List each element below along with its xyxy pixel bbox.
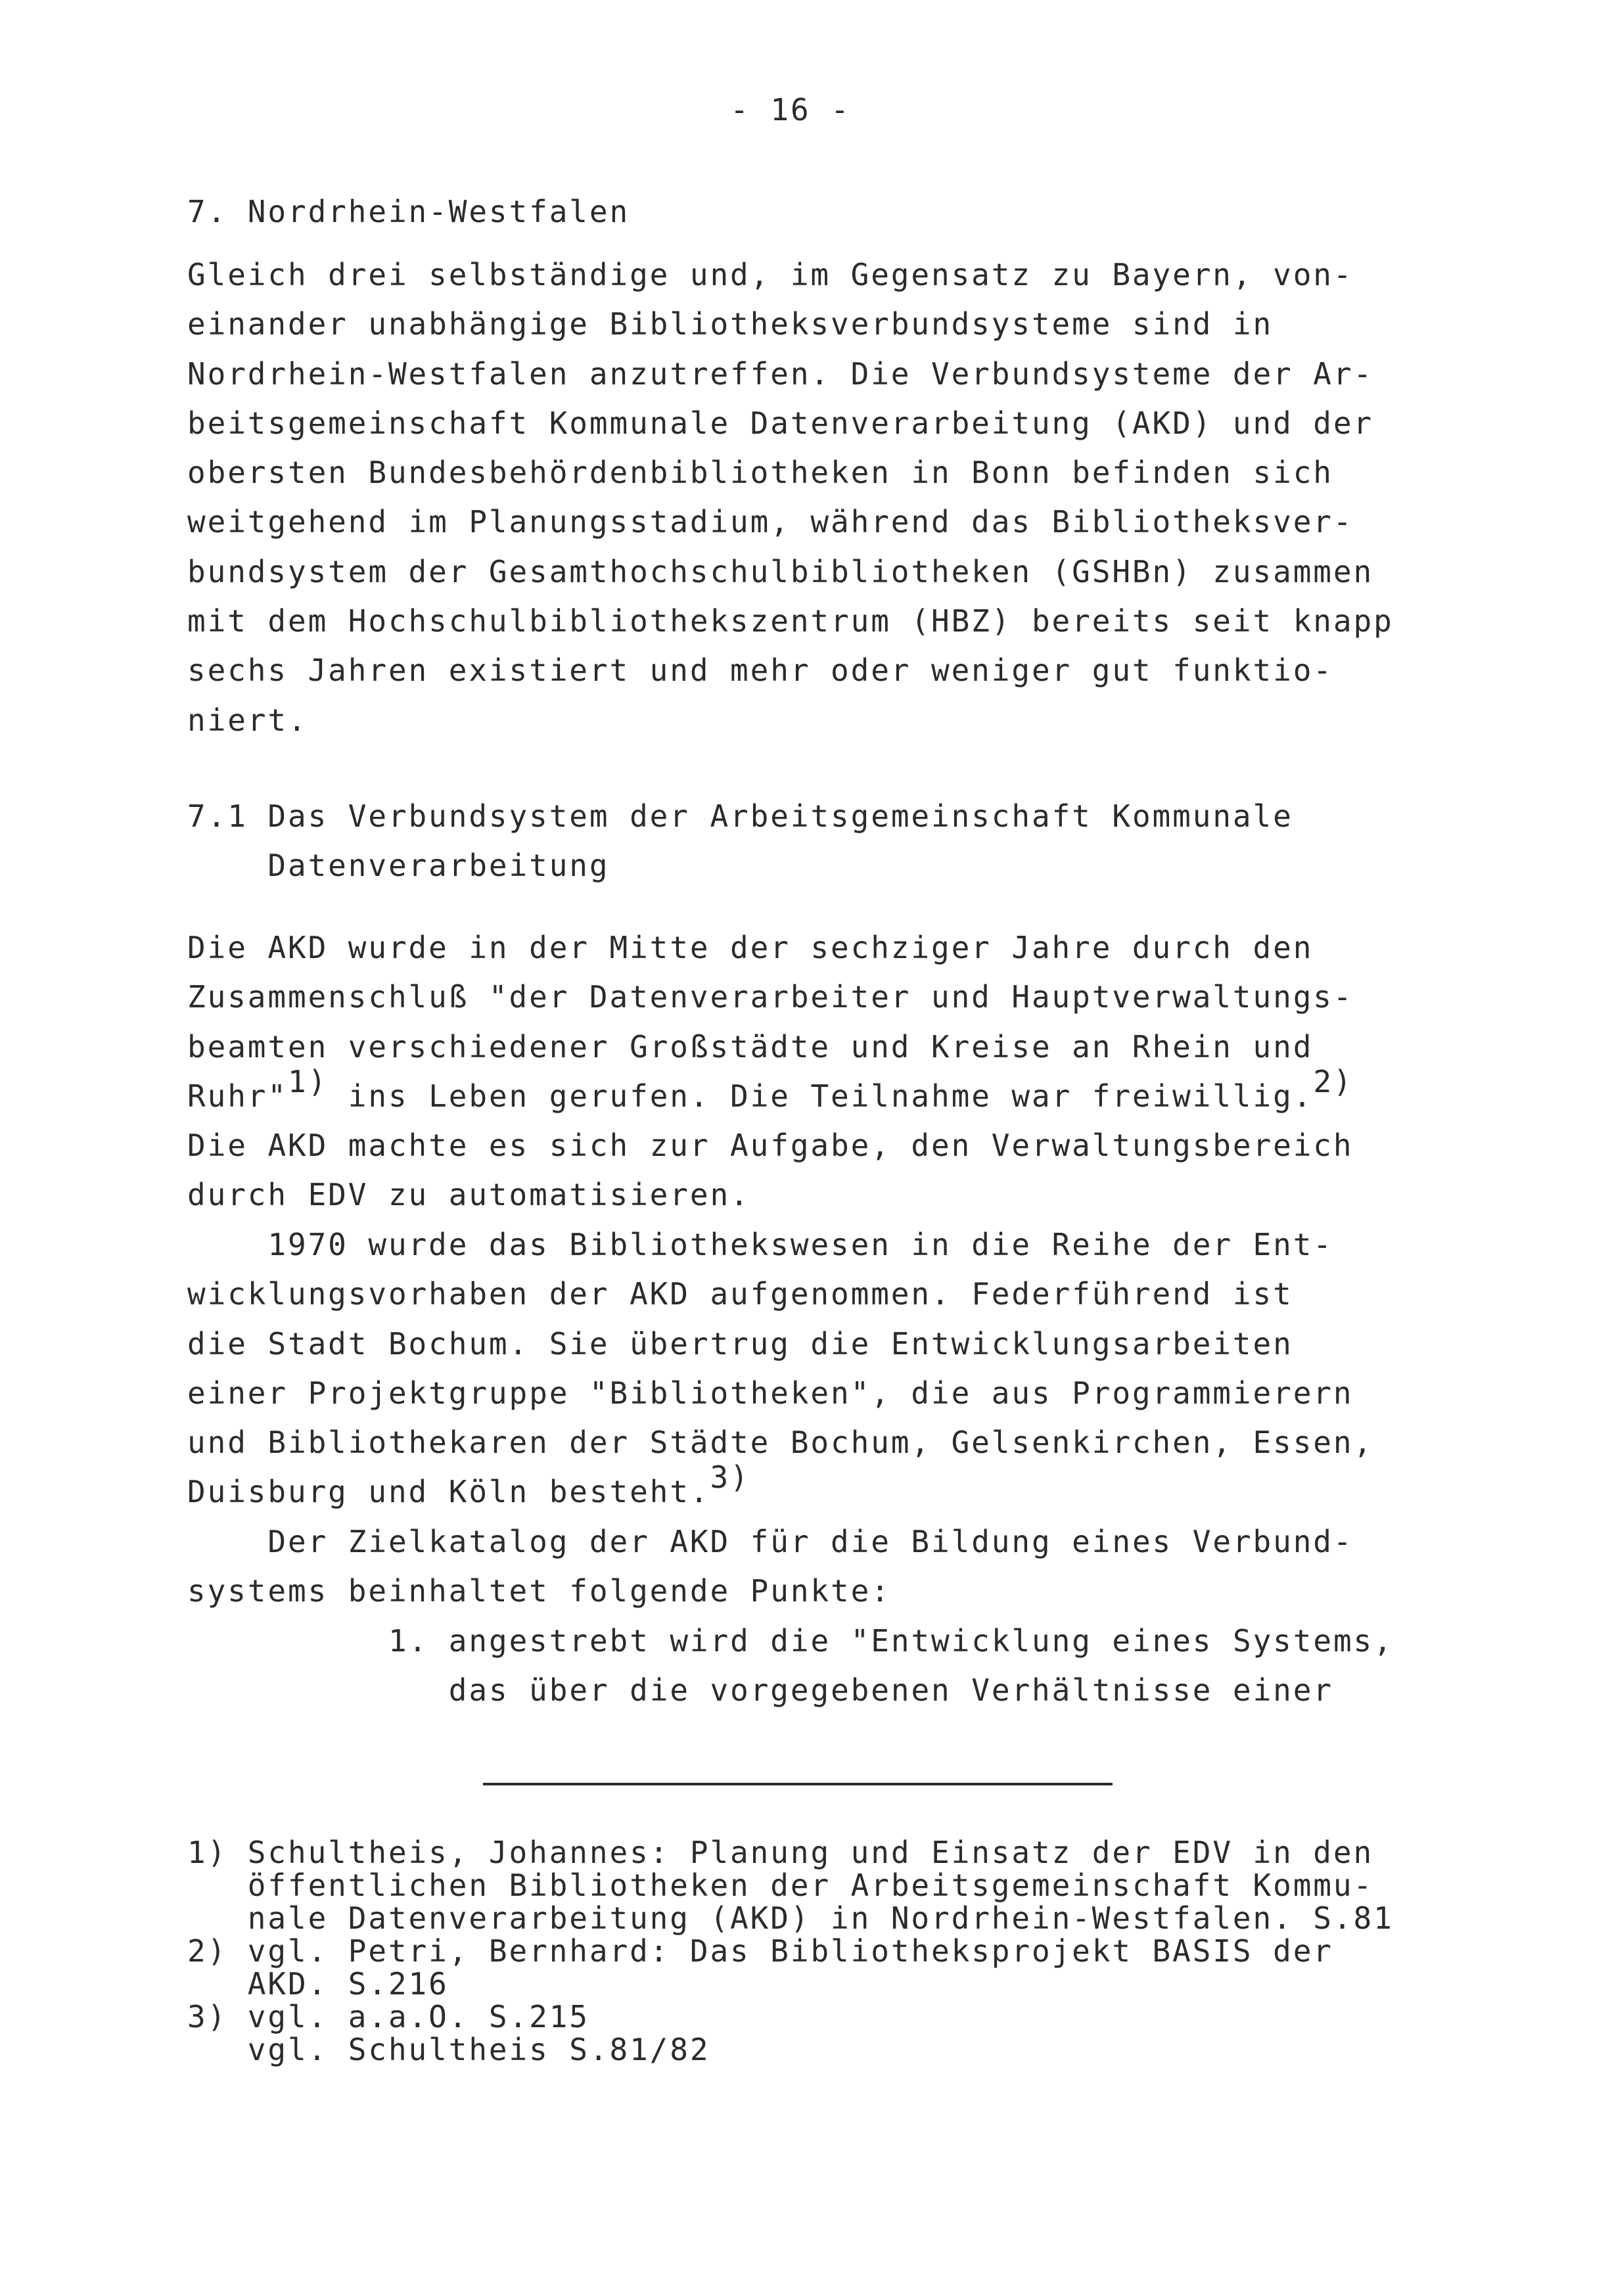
list-item-first-line <box>388 1617 1394 1666</box>
paragraph-line: durch EDV zu automatisieren. <box>187 1177 750 1213</box>
footnote-ref: 3) <box>710 1459 750 1496</box>
paragraph-line: Zusammenschluß "der Datenverarbeiter und Hauptverwaltungs- <box>187 979 1354 1015</box>
paragraph-line: Die AKD wurde in der Mitte der sechziger Jahre durch den <box>187 930 1314 965</box>
paragraph <box>187 923 1354 1220</box>
paragraph-line: wicklungsvorhaben der AKD aufgenommen. Federführend ist <box>187 1276 1293 1312</box>
section-heading <box>187 187 630 237</box>
footnote-marker: 1) <box>187 1835 228 1870</box>
footnote-line: vgl. a.a.O. S.215 <box>247 1999 589 2034</box>
page-number: - 16 - <box>730 92 851 127</box>
footnote-line: nale Datenverarbeitung (AKD) in Nordrhein-Westfalen. S.81 <box>247 1900 1394 1936</box>
list-item <box>388 1617 1394 1716</box>
numbered-list <box>388 1617 1394 1716</box>
subsection-heading-line <box>187 792 1293 841</box>
subsection-title-line: Datenverarbeitung <box>267 848 610 884</box>
paragraph-line: Gleich drei selbständige und, im Gegensatz zu Bayern, von- <box>187 257 1354 292</box>
footnote <box>187 2000 1394 2066</box>
paragraph-line: weitgehend im Planungsstadium, während das Bibliotheksver- <box>187 504 1354 540</box>
paragraph <box>187 1517 1353 1617</box>
subsection-heading <box>187 792 1293 891</box>
footnote-first-line <box>187 1836 1394 1869</box>
footnote-separator <box>483 1783 1113 1785</box>
paragraph-line: die Stadt Bochum. Sie übertrug die Entwicklungsarbeiten <box>187 1325 1293 1362</box>
paragraph-line: niert. <box>187 702 308 738</box>
footnote-line: AKD. S.216 <box>247 1966 449 2002</box>
footnote-marker: 2) <box>187 1933 228 1969</box>
footnote-ref: 2) <box>1313 1063 1354 1099</box>
footnote-first-line <box>187 2000 1394 2033</box>
footnotes <box>187 1836 1394 2066</box>
section-number: 7. <box>187 194 228 229</box>
paragraph-line: sechs Jahren existiert und mehr oder weniger gut funktio- <box>187 653 1333 689</box>
footnote-first-line <box>187 1935 1394 1967</box>
paragraph-line: beitsgemeinschaft Kommunale Datenverarbeitung (AKD) und der <box>187 405 1374 441</box>
paragraph-line: einander unabhängige Bibliotheksverbundsysteme sind in <box>187 306 1274 342</box>
section-heading-line <box>187 187 630 237</box>
paragraph-line: beamten verschiedener Großstädte und Kreise an Rhein und <box>187 1028 1314 1065</box>
footnote-line: öffentlichen Bibliotheken der Arbeitsgemeinschaft Kommu- <box>247 1868 1374 1903</box>
subsection-title-line: Das Verbundsystem der Arbeitsgemeinschaft Kommunale <box>267 798 1293 834</box>
line-text: Ruhr" <box>187 1078 288 1114</box>
paragraph-line <box>187 1063 1354 1121</box>
paragraph-line: einer Projektgruppe "Bibliotheken", die aus Programmierern <box>187 1375 1354 1411</box>
footnote <box>187 1836 1394 1935</box>
footnote-line: Schultheis, Johannes: Planung und Einsatz der EDV in den <box>247 1835 1374 1870</box>
list-item-line: das über die vorgegebenen Verhältnisse einer <box>448 1672 1333 1709</box>
paragraph <box>187 1220 1373 1517</box>
section-title: Nordrhein-Westfalen <box>247 194 630 229</box>
line-text: Duisburg und Köln besteht. <box>187 1474 710 1510</box>
footnote-ref: 1) <box>287 1063 329 1099</box>
paragraph-line: obersten Bundesbehördenbibliotheken in Bonn befinden sich <box>187 455 1333 491</box>
paragraph-line: Der Zielkatalog der AKD für die Bildung eines Verbund- <box>267 1524 1354 1559</box>
paragraph-line: Nordrhein-Westfalen anzutreffen. Die Verbundsysteme der Ar- <box>187 356 1374 392</box>
paragraph-line: Die AKD machte es sich zur Aufgabe, den Verwaltungsbereich <box>187 1128 1354 1164</box>
footnote-line: vgl. Petri, Bernhard: Das Bibliotheksprojekt BASIS der <box>247 1933 1333 1969</box>
paragraph <box>187 250 1394 745</box>
list-marker: 1. <box>388 1623 429 1659</box>
paragraph-line: und Bibliothekaren der Städte Bochum, Gelsenkirchen, Essen, <box>187 1425 1374 1461</box>
footnote-marker: 3) <box>187 1999 228 2034</box>
paragraph-line: bundsystem der Gesamthochschulbibliotheken (GSHBn) zusammen <box>187 553 1374 589</box>
footnote <box>187 1935 1394 2000</box>
list-item-line: angestrebt wird die "Entwicklung eines Systems, <box>448 1623 1394 1659</box>
footnote-line: vgl. Schultheis S.81/82 <box>247 2032 710 2067</box>
paragraph-line <box>187 1459 1373 1517</box>
paragraph-line: mit dem Hochschulbibliothekszentrum (HBZ) bereits seit knapp <box>187 603 1394 639</box>
paragraph-line: 1970 wurde das Bibliothekswesen in die Reihe der Ent- <box>267 1227 1333 1262</box>
subsection-number: 7.1 <box>187 798 248 834</box>
paragraph-line: systems beinhaltet folgende Punkte: <box>187 1573 891 1609</box>
line-text: ins Leben gerufen. Die Teilnahme war freiwillig. <box>328 1078 1314 1114</box>
